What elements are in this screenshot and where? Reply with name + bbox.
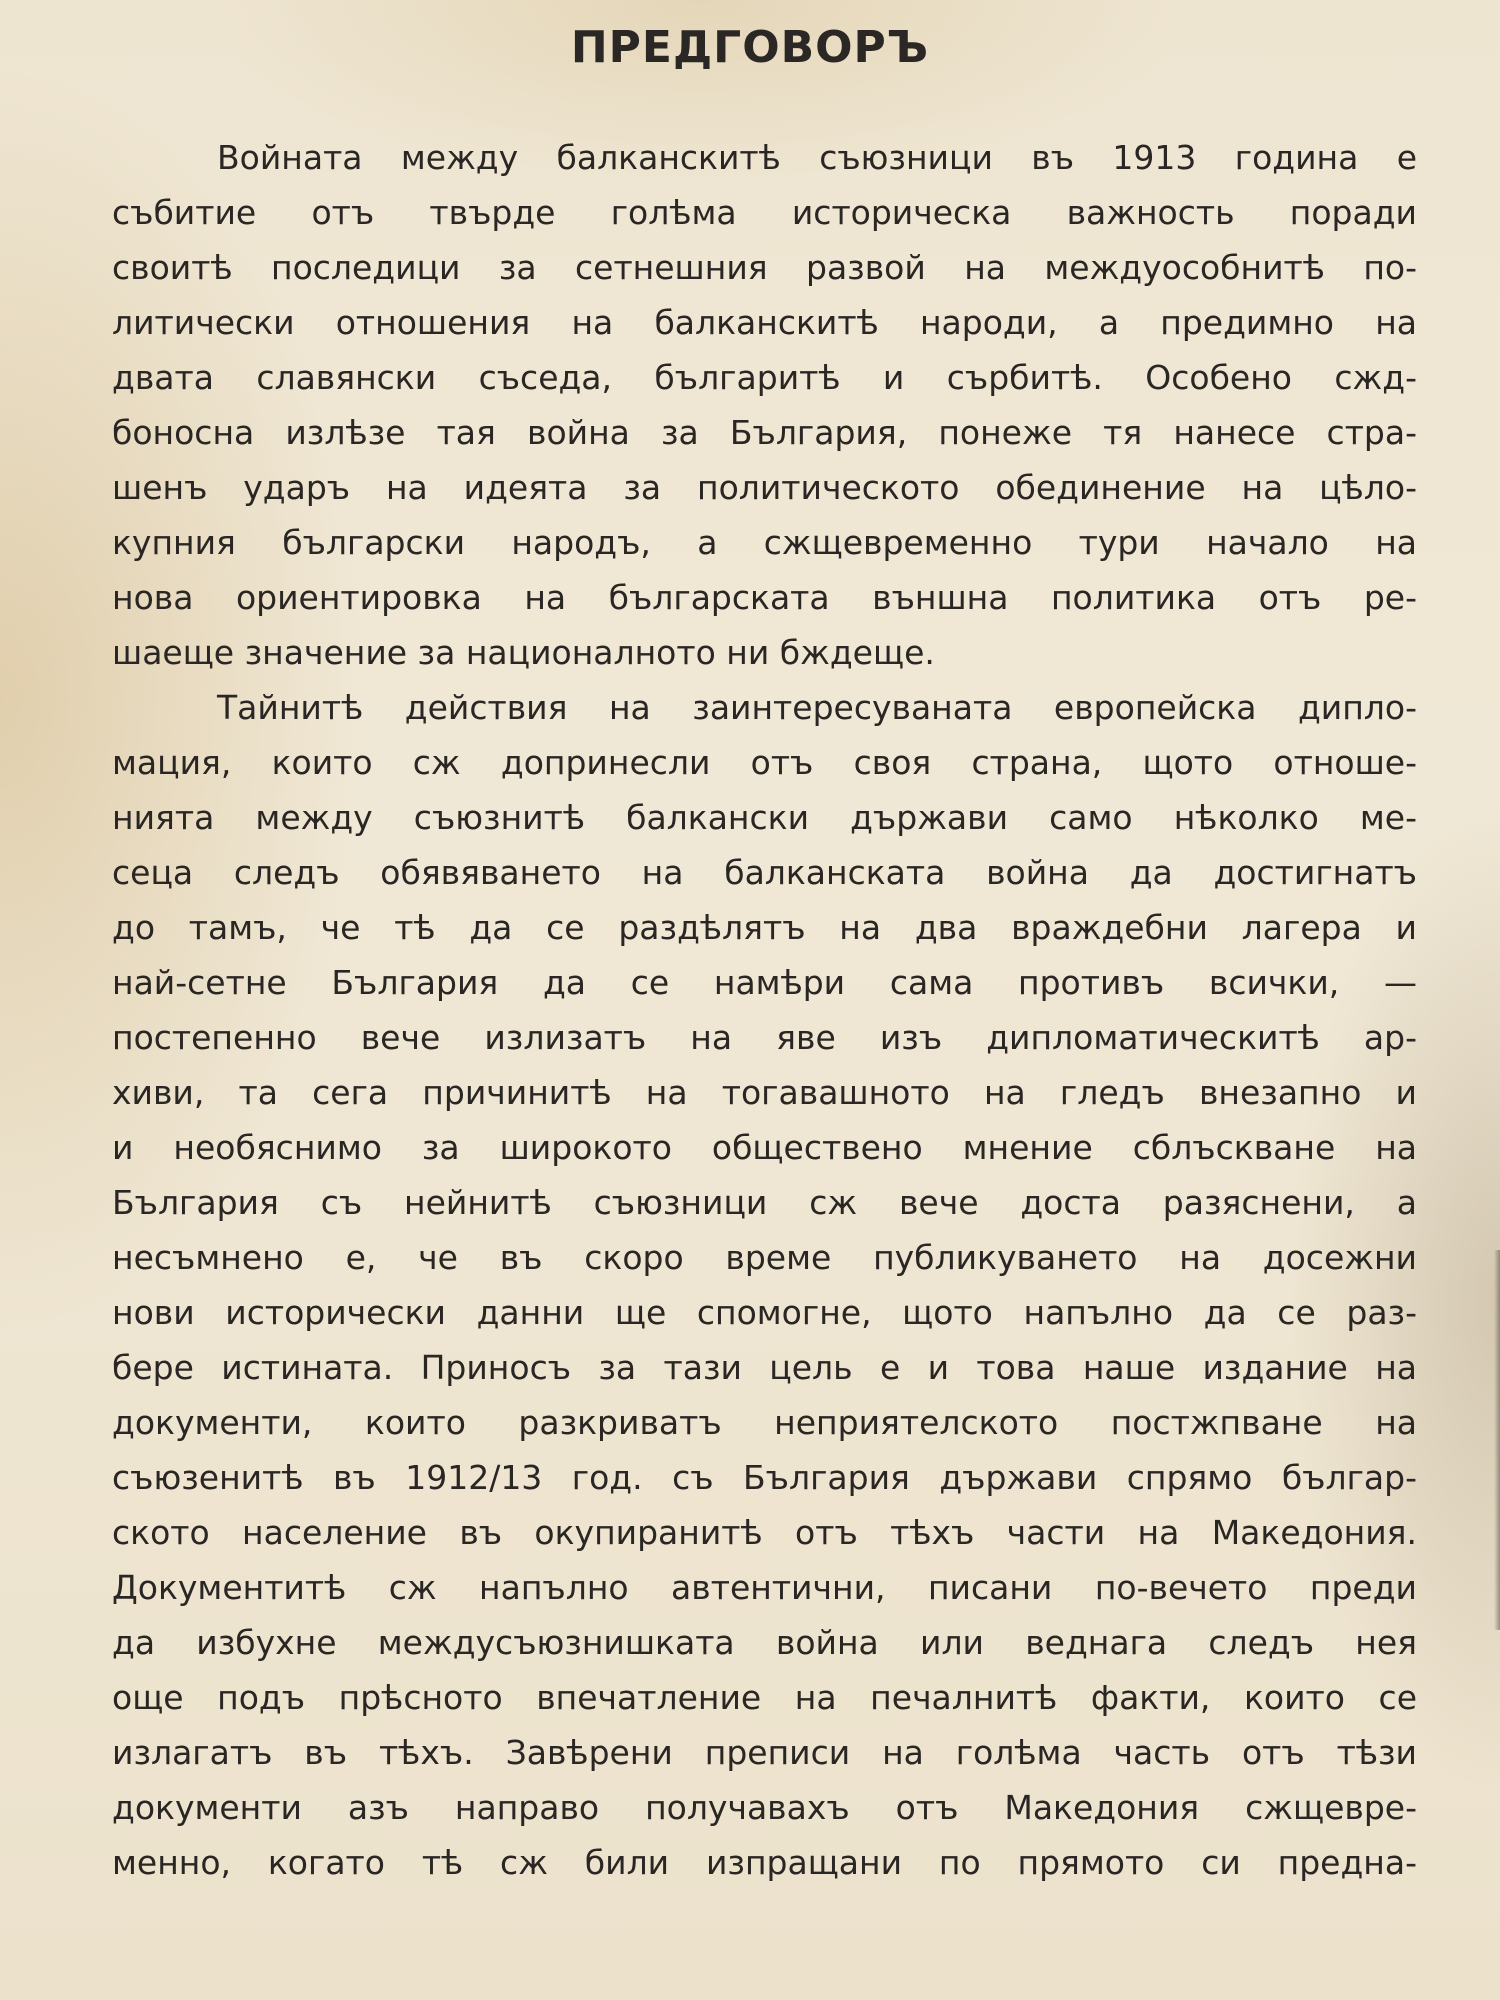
text-line: шаеще значение за националното ни бждеще.: [112, 633, 935, 672]
text-line: излагатъ въ тѣхъ. Завѣрени преписи на голѣма часть отъ тѣзи: [112, 1733, 1417, 1772]
text-line: мация, които сж допринесли отъ своя страна, щото отноше-: [112, 743, 1417, 782]
text-line: двата славянски съседа, българитѣ и сърбитѣ. Особено сжд-: [112, 358, 1417, 397]
page-edge-shadow: [1494, 1250, 1500, 1630]
text-line: и необяснимо за широкото обществено мнение сблъскване на: [112, 1128, 1417, 1167]
preface-text: [112, 130, 1417, 1890]
text-line: нови исторически данни ще спомогне, щото напълно да се раз-: [112, 1293, 1417, 1332]
text-line: да избухне междусъюзнишката война или веднага следъ нея: [112, 1623, 1417, 1662]
text-line: още подъ прѣсното впечатление на печалнитѣ факти, които се: [112, 1678, 1417, 1717]
page-title: ПРЕДГОВОРЪ: [570, 22, 930, 73]
text-line: Тайнитѣ действия на заинтересуваната европейска дипло-: [217, 688, 1417, 727]
text-line: сеца следъ обявяването на балканската война да достигнатъ: [112, 853, 1417, 892]
text-line: несъмнено е, че въ скоро време публикуването на досежни: [112, 1238, 1417, 1277]
text-line: документи азъ направо получавахъ отъ Македония сжщевре-: [112, 1788, 1417, 1827]
text-line: Документитѣ сж напълно автентични, писани по-вечето преди: [112, 1568, 1417, 1607]
text-line: литически отношения на балканскитѣ народи, а предимно на: [112, 303, 1417, 342]
text-line: до тамъ, че тѣ да се раздѣлятъ на два враждебни лагера и: [112, 908, 1417, 947]
text-line: съюзенитѣ въ 1912/13 год. съ България държави спрямо българ-: [112, 1458, 1417, 1497]
text-line: боносна излѣзе тая война за България, понеже тя нанесе стра-: [112, 413, 1417, 452]
text-line: бере истината. Приносъ за тази цель е и това наше издание на: [112, 1348, 1417, 1387]
text-line: своитѣ последици за сетнешния развой на междуособнитѣ по-: [112, 248, 1417, 287]
text-line: хиви, та сега причинитѣ на тогавашното на гледъ внезапно и: [112, 1073, 1417, 1112]
text-line: Войната между балканскитѣ съюзници въ 1913 година е: [217, 138, 1417, 177]
text-line: менно, когато тѣ сж били изпращани по прямото си предна-: [112, 1843, 1417, 1882]
text-line: постепенно вече излизатъ на яве изъ дипломатическитѣ ар-: [112, 1018, 1417, 1057]
text-line: ското население въ окупиранитѣ отъ тѣхъ части на Македония.: [112, 1513, 1417, 1552]
text-line: най-сетне България да се намѣри сама противъ всички, —: [112, 963, 1417, 1002]
text-line: събитие отъ твърде голѣма историческа важность поради: [112, 193, 1417, 232]
text-line: шенъ ударъ на идеята за политическото обединение на цѣло-: [112, 468, 1417, 507]
text-line: България съ нейнитѣ съюзници сж вече доста разяснени, а: [112, 1183, 1417, 1222]
text-line: купния български народъ, а сжщевременно тури начало на: [112, 523, 1417, 562]
text-line: нията между съюзнитѣ балкански държави само нѣколко ме-: [112, 798, 1417, 837]
text-line: документи, които разкриватъ неприятелското постжпване на: [112, 1403, 1417, 1442]
text-line: нова ориентировка на българската външна политика отъ ре-: [112, 578, 1417, 617]
